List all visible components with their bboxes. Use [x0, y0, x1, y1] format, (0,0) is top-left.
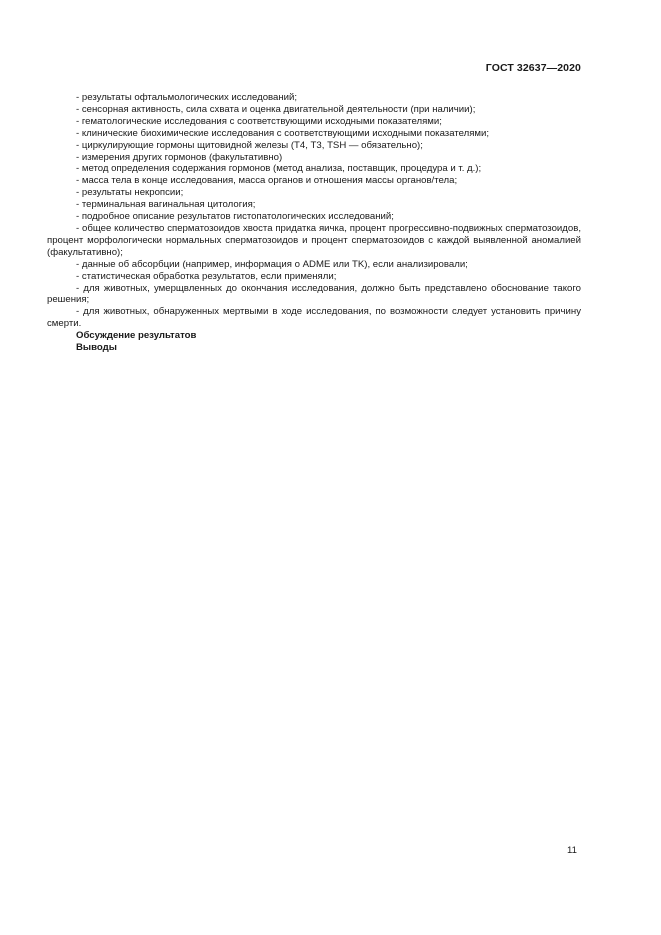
list-item-text: - для животных, обнаруженных мертвыми в ходе исследования, по возможности следует установить причину смерти. — [47, 306, 581, 330]
list-item-sperm — [47, 223, 581, 259]
list-item: - подробное описание результатов гистопатологических исследований; — [76, 211, 394, 223]
section-heading-conclusions: Выводы — [76, 342, 117, 354]
list-item: - циркулирующие гормоны щитовидной железы (Т4, Т3, TSH — обязательно); — [76, 139, 423, 151]
list-item: - метод определения содержания гормонов (метод анализа, поставщик, процедура и т. д.); — [76, 163, 482, 175]
list-item: - гематологические исследования с соответствующими исходными показателями; — [76, 115, 442, 127]
list-item: - статистическая обработка результатов, если применяли; — [76, 270, 337, 282]
list-item-text: - для животных, умерщвленных до окончания исследования, должно быть представлено обоснование такого решения; — [47, 282, 581, 306]
list-item: - терминальная вагинальная цитология; — [76, 199, 256, 211]
list-item-found-dead — [47, 306, 581, 330]
list-item-euthanized — [47, 283, 581, 307]
report-content — [47, 92, 581, 354]
list-item: - масса тела в конце исследования, масса органов и отношения массы органов/тела; — [76, 175, 458, 187]
standard-code: ГОСТ 32637—2020 — [485, 62, 581, 74]
list-item: - измерения других гормонов (факультативно) — [76, 151, 283, 163]
list-item: - результаты некропсии; — [76, 187, 184, 199]
section-heading-discussion: Обсуждение результатов — [76, 330, 197, 342]
page-number: 11 — [567, 845, 577, 856]
list-item: - сенсорная активность, сила схвата и оценка двигательной деятельности (при наличии); — [76, 103, 476, 115]
list-item: - результаты офтальмологических исследований; — [76, 92, 298, 103]
list-item: - данные об абсорбции (например, информация о ADME или TK), если анализировали; — [76, 258, 468, 270]
list-item: - клинические биохимические исследования с соответствующими исходными показателями; — [76, 127, 490, 139]
list-item-text: - общее количество сперматозоидов хвоста придатка яичка, процент прогрессивно-подвижных сперматозоидов, процент морфологически нормальных сперматозоидов и процент сперматозоидов с каждой выявленной аномалией (факультативно); — [47, 222, 581, 258]
